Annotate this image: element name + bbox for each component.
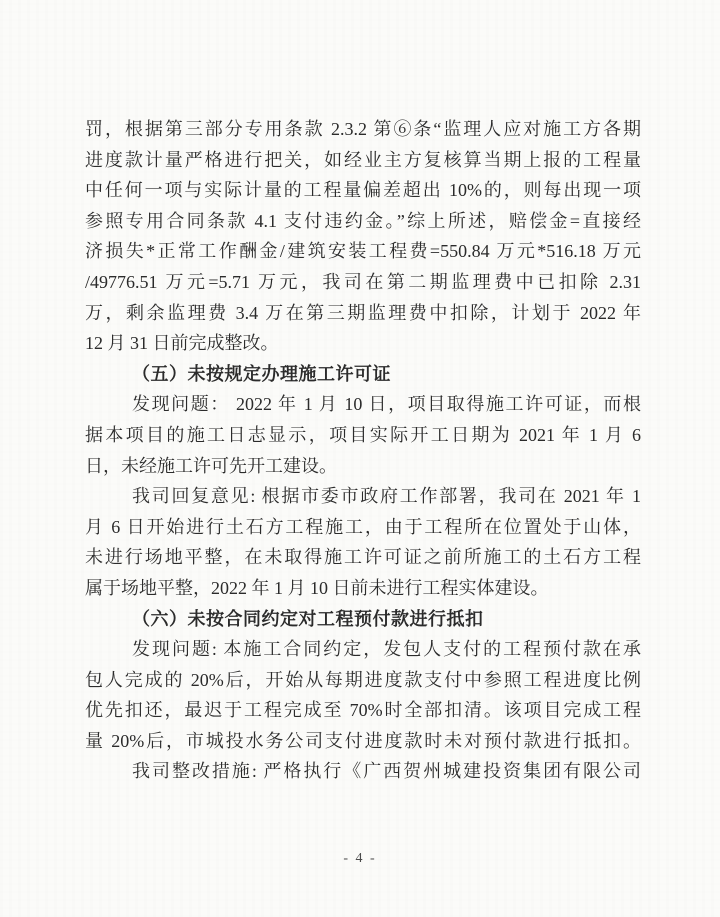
section-heading: （五）未按规定办理施工许可证 — [132, 363, 391, 384]
text-line: 月 6 日开始进行土石方工程施工，由于工程所在位置处于山体， — [85, 516, 641, 537]
text-line: 属于场地平整，2022 年 1 月 10 日前未进行工程实体建设。 — [85, 577, 549, 598]
text-line: 未进行场地平整，在未取得施工许可证之前所施工的土石方工程 — [85, 547, 641, 568]
text-line: 日，未经施工许可先开工建设。 — [85, 455, 337, 476]
text-line: 发现问题： 2022 年 1 月 10 日，项目取得施工许可证，而根 — [132, 394, 641, 415]
text-line: 量 20%后，市城投水务公司支付进度款时未对预付款进行抵扣。 — [85, 730, 641, 751]
section-heading: （六）未按合同约定对工程预付款进行抵扣 — [132, 608, 484, 629]
text-line: /49776.51 万元=5.71 万元，我司在第二期监理费中已扣除 2.31 — [85, 271, 641, 292]
text-line: 我司整改措施: 严格执行《广西贺州城建投资集团有限公司 — [132, 761, 641, 782]
page-number: - 4 - — [343, 851, 377, 866]
text-line: 中任何一项与实际计量的工程量偏差超出 10%的，则每出现一项 — [85, 180, 641, 201]
text-line: 万，剩余监理费 3.4 万在第三期监理费中扣除，计划于 2022 年 — [85, 302, 641, 323]
text-line: 包人完成的 20%后，开始从每期进度款支付中参照工程进度比例 — [85, 669, 641, 690]
text-line: 进度款计量严格进行把关，如经业主方复核算当期上报的工程量 — [85, 149, 641, 170]
text-line: 据本项目的施工日志显示，项目实际开工日期为 2021 年 1 月 6 — [85, 424, 641, 445]
text-line: 参照专用合同条款 4.1 支付违约金。”综上所述，赔偿金=直接经 — [85, 210, 641, 231]
text-line: 12 月 31 日前完成整改。 — [85, 333, 279, 354]
text-line: 济损失*正常工作酬金/建筑安装工程费=550.84 万元*516.18 万元 — [85, 241, 641, 262]
text-line: 发现问题: 本施工合同约定，发包人支付的工程预付款在承 — [132, 639, 641, 660]
text-line: 优先扣还，最迟于工程完成至 70%时全部扣清。该项目完成工程 — [85, 700, 641, 721]
document-body — [85, 114, 641, 787]
text-line: 罚，根据第三部分专用条款 2.3.2 第⑥条“监理人应对施工方各期 — [85, 119, 641, 139]
text-line: 我司回复意见: 根据市委市政府工作部署，我司在 2021 年 1 — [132, 486, 641, 507]
